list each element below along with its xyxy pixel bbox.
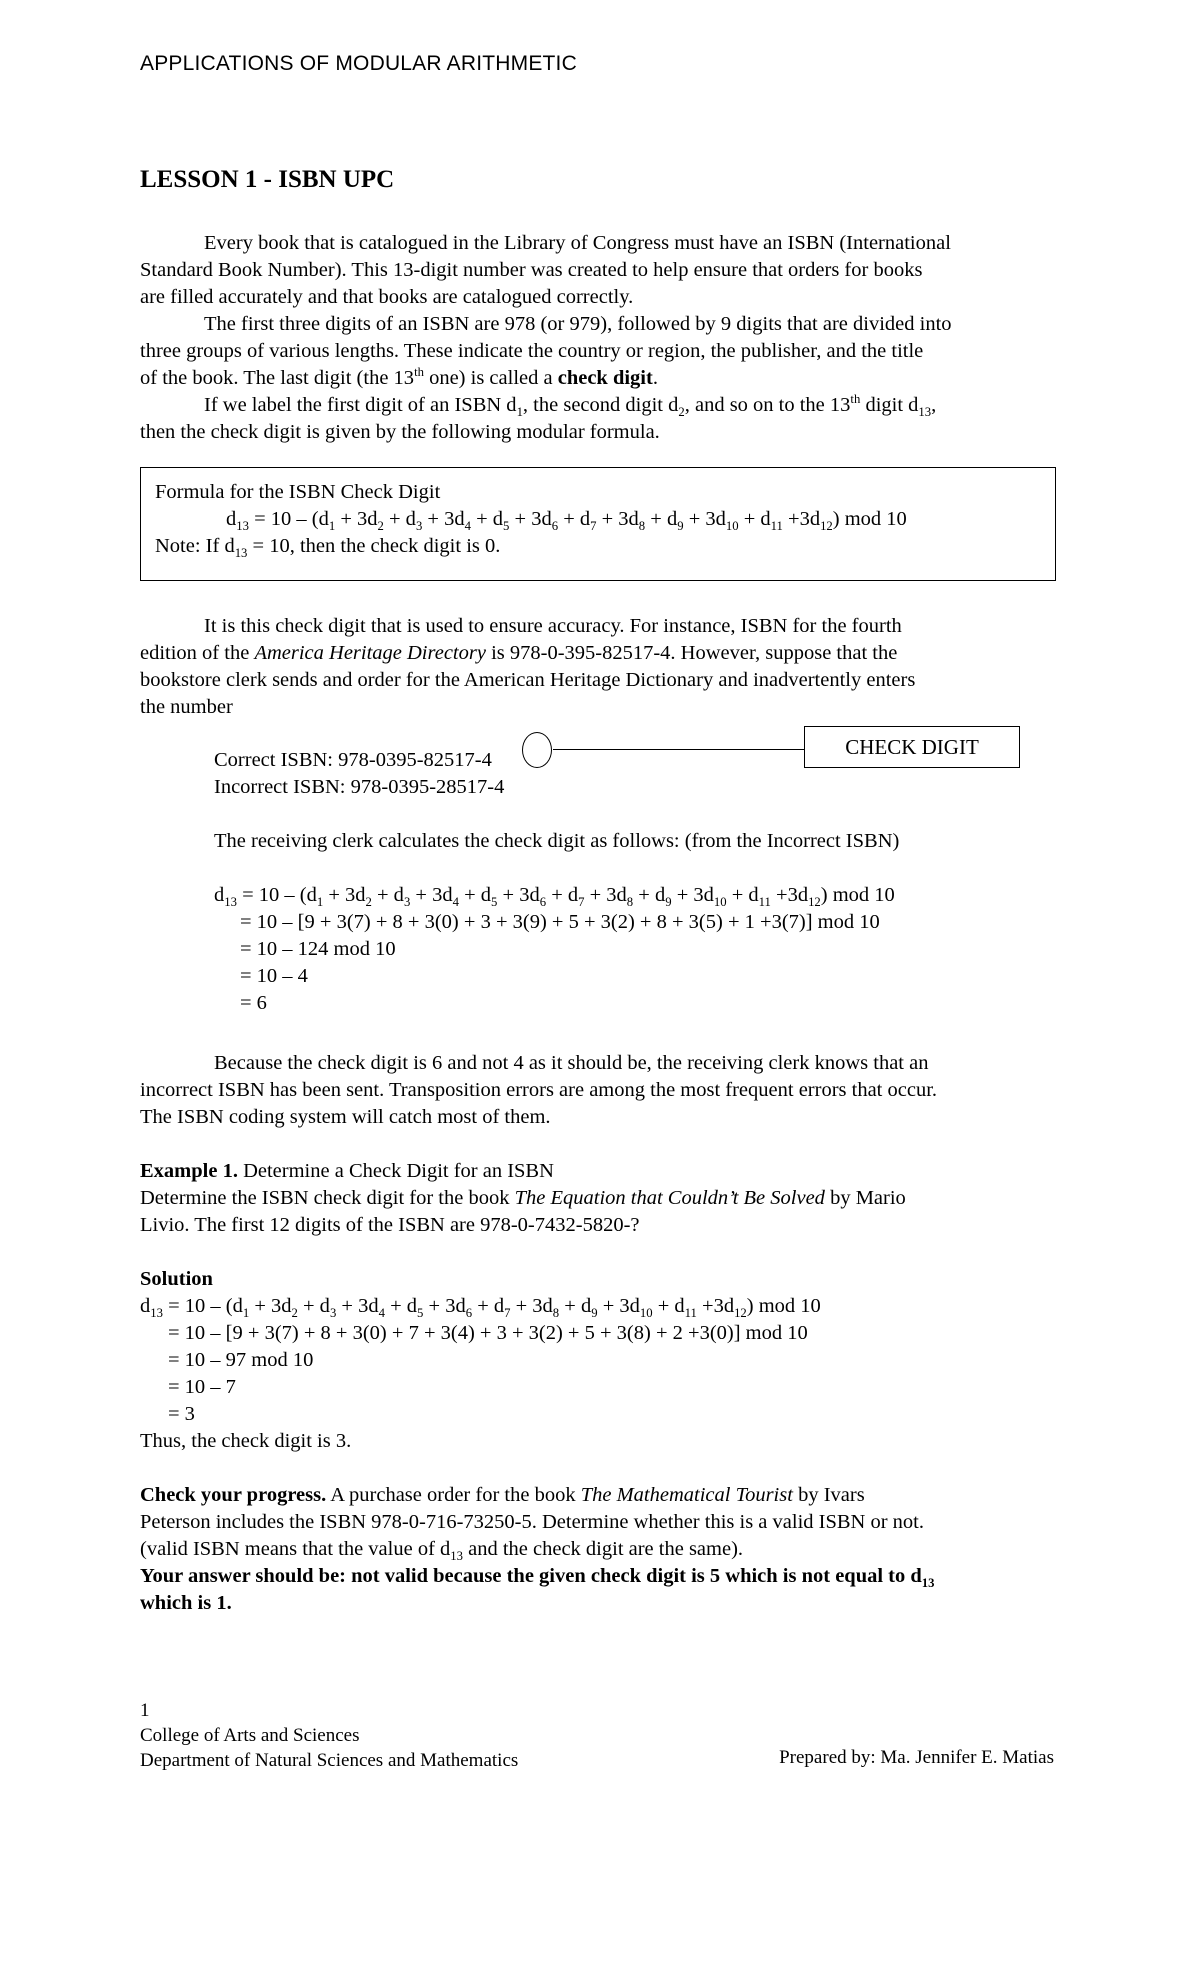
solution-step2: = 10 – [9 + 3(7) + 8 + 3(0) + 7 + 3(4) + 3 + 3(2) + 5 + 3(8) + 2 +3(0)] mod 10	[168, 1322, 808, 1344]
formula-note: Note: If $d_{13} = 10$, then the check digit is 0.	[155, 535, 501, 561]
answer-line1: Your answer should be: not valid because the given check digit is 5 which is not equal to $d_{13}$	[140, 1565, 935, 1591]
calc1-step3: = 10 – 124 mod 10	[240, 938, 396, 960]
check-digit-term: check digit	[557, 367, 653, 389]
solution-label: Solution	[140, 1268, 213, 1290]
isbn-formula: $d_{13} = 10 - (d_1 + 3d_2 + d_3 + 3d_4 + d_5 + 3d_6 + d_7 + 3d_8 + d_9 + 3d_{10} + d_{11} +3d_{12})$ mod 10	[226, 508, 907, 534]
accuracy-line1: It is this check digit that is used to ensure accuracy. For instance, ISBN for the fourth	[204, 615, 902, 637]
intro-p2-line1: The first three digits of an ISBN are 978 (or 979), followed by 9 digits that are divided into	[204, 313, 952, 335]
calc1-formula: $d_{13} = 10 - (d_1 + 3d_2 + d_3 + 3d_4 + d_5 + 3d_6 + d_7 + 3d_8 + d_9 + 3d_{10} + d_{11} +3d_{12})$ mod 10	[214, 884, 895, 910]
intro-p1-line3: are filled accurately and that books are catalogued correctly.	[140, 286, 634, 308]
intro-p3-line2: then the check digit is given by the following modular formula.	[140, 421, 660, 443]
footer-department: Department of Natural Sciences and Mathematics	[140, 1750, 519, 1771]
accuracy-line4: the number	[140, 696, 233, 718]
intro-p2-line3: of the book. The last digit (the 13th one) is called a check digit.	[140, 365, 658, 389]
example-title: Example 1. Determine a Check Digit for an ISBN	[140, 1160, 554, 1182]
solution-step4: = 10 – 7	[168, 1376, 236, 1398]
example-line3: Livio. The first 12 digits of the ISBN are 978-0-7432-5820-?	[140, 1214, 640, 1236]
because-line1: Because the check digit is 6 and not 4 as it should be, the receiving clerk knows that an	[214, 1052, 929, 1074]
solution-formula: $d_{13} = 10 - (d_1 + 3d_2 + d_3 + 3d_4 + d_5 + 3d_6 + d_7 + 3d_8 + d_9 + 3d_{10} + d_{11} +3d_{12})$ mod 10	[140, 1295, 821, 1321]
intro-p1-line1: Every book that is catalogued in the Library of Congress must have an ISBN (International	[204, 232, 951, 254]
incorrect-isbn: Incorrect ISBN: 978-0395-28517-4	[214, 776, 505, 798]
footer-prepared-by: Prepared by: Ma. Jennifer E. Matias	[779, 1747, 1054, 1768]
book-title-equation: The Equation that Couldn’t Be Solved	[514, 1187, 825, 1209]
solution-conclusion: Thus, the check digit is 3.	[140, 1430, 352, 1452]
progress-line2: Peterson includes the ISBN 978-0-716-73250-5. Determine whether this is a valid ISBN or not.	[140, 1511, 924, 1533]
footer-college: College of Arts and Sciences	[140, 1725, 360, 1746]
because-line3: The ISBN coding system will catch most of them.	[140, 1106, 551, 1128]
because-line2: incorrect ISBN has been sent. Transposition errors are among the most frequent errors that occur.	[140, 1079, 938, 1101]
solution-step3: = 10 – 97 mod 10	[168, 1349, 314, 1371]
answer-line2: which is 1.	[140, 1592, 232, 1614]
intro-p1-line2: Standard Book Number). This 13-digit number was created to help ensure that orders for books	[140, 259, 923, 281]
check-digit-label-box: CHECK DIGIT	[804, 726, 1020, 768]
correct-isbn: Correct ISBN: 978-0395-82517-4	[214, 749, 492, 771]
example-line2: Determine the ISBN check digit for the book The Equation that Couldn’t Be Solved by Mario	[140, 1187, 906, 1209]
progress-line1: Check your progress. A purchase order for the book The Mathematical Tourist by Ivars	[140, 1484, 865, 1506]
calc1-step5: = 6	[240, 992, 267, 1014]
accuracy-line2: edition of the America Heritage Directory is 978-0-395-82517-4. However, suppose that the	[140, 642, 898, 664]
page-number: 1	[140, 1700, 150, 1721]
calc1-step4: = 10 – 4	[240, 965, 308, 987]
check-digit-circle	[522, 732, 552, 768]
receiving-clerk-text: The receiving clerk calculates the check digit as follows: (from the Incorrect ISBN)	[214, 830, 900, 852]
solution-step5: = 3	[168, 1403, 195, 1425]
accuracy-line3: bookstore clerk sends and order for the American Heritage Dictionary and inadvertently enters	[140, 669, 916, 691]
calc1-step2: = 10 – [9 + 3(7) + 8 + 3(0) + 3 + 3(9) + 5 + 3(2) + 8 + 3(5) + 1 +3(7)] mod 10	[240, 911, 880, 933]
book-title-america-heritage: America Heritage Directory	[254, 642, 486, 664]
progress-line3: (valid ISBN means that the value of $d_{13}$ and the check digit are the same).	[140, 1538, 744, 1564]
document-header: APPLICATIONS OF MODULAR ARITHMETIC	[140, 52, 577, 75]
lesson-title: LESSON 1 - ISBN UPC	[140, 166, 395, 193]
intro-p3-line1: If we label the first digit of an ISBN $d_1$, the second digit $d_2$, and so on to the 13th digit $d_{13}$,	[204, 392, 937, 420]
book-title-mathematical-tourist: The Mathematical Tourist	[580, 1484, 793, 1506]
formula-box-title: Formula for the ISBN Check Digit	[155, 481, 441, 503]
intro-p2-line2: three groups of various lengths. These indicate the country or region, the publisher, and the title	[140, 340, 924, 362]
check-digit-connector-line	[553, 749, 804, 750]
